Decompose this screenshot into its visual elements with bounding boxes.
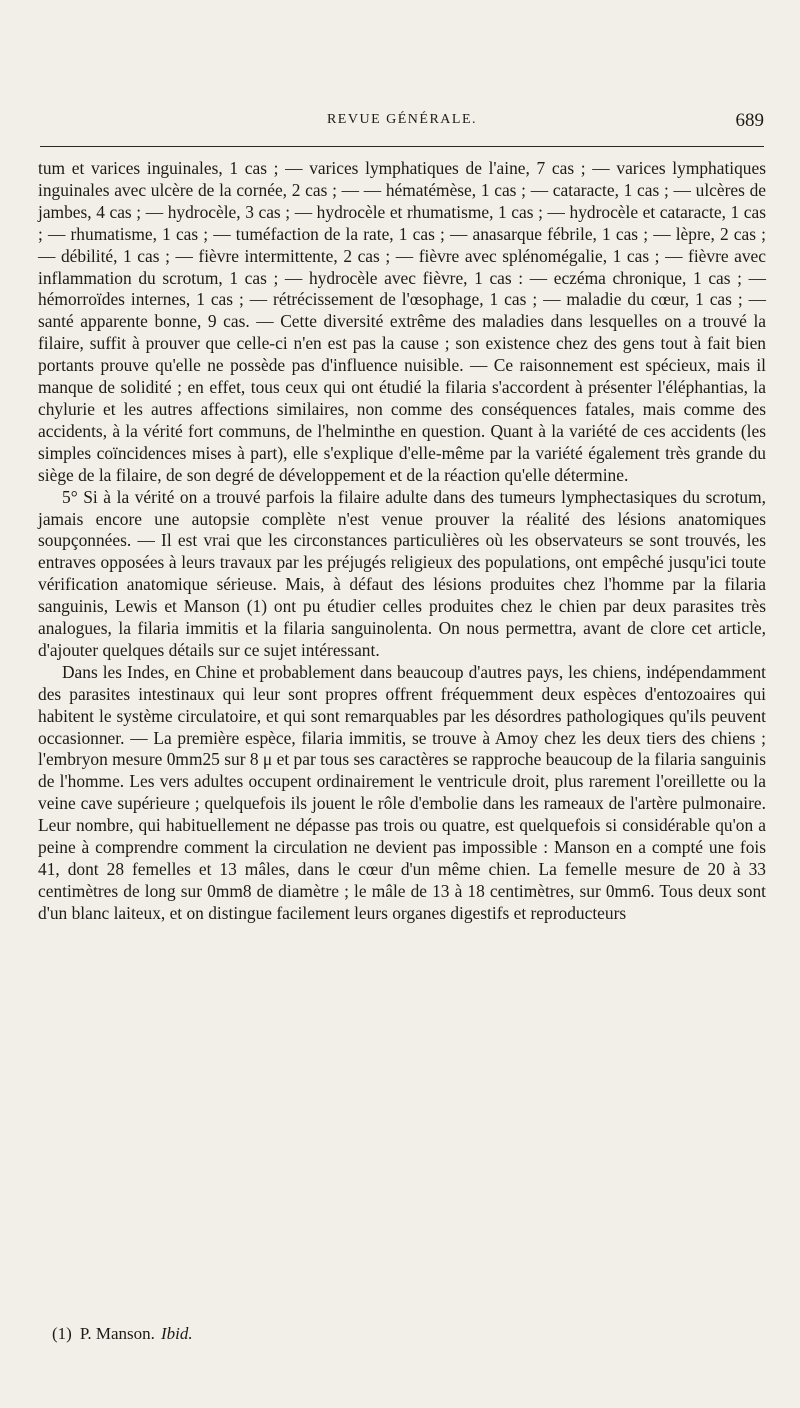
body-text bbox=[38, 158, 766, 925]
footnote-text: P. Manson. bbox=[79, 1324, 155, 1343]
header-rule bbox=[40, 146, 764, 147]
running-title: REVUE GÉNÉRALE. bbox=[326, 112, 478, 127]
footnote-number: (1) bbox=[52, 1324, 72, 1343]
page-number: 689 bbox=[735, 110, 764, 131]
running-head bbox=[40, 112, 764, 136]
paragraph-1: tum et varices inguinales, 1 cas ; — varices lymphatiques de l'aine, 7 cas ; — varices lymphatiques inguinales avec ulcère de la cornée, 2 cas ; — — hématémèse, 1 cas ; — cataracte, 1 cas ; — ulcères de jambes, 4 cas ; — hydrocèle, 3 cas ; — hydrocèle et rhumatisme, 1 cas ; — hydrocèle et cataracte, 1 cas ; — rhumatisme, 1 cas ; — tuméfaction de la rate, 1 cas ; — anasarque fébrile, 1 cas ; — lèpre, 2 cas ; — débilité, 1 cas ; — fièvre intermittente, 2 cas ; — fièvre avec splénomégalie, 1 cas ; — fièvre avec inflammation du scrotum, 1 cas ; — hydrocèle avec fièvre, 1 cas : — eczéma chronique, 1 cas ; — hémorroïdes internes, 1 cas ; — rétrécissement de l'œsophage, 1 cas ; — maladie du cœur, 1 cas ; — santé apparente bonne, 9 cas. — Cette diversité extrême des maladies dans lesquelles on a trouvé la filaire, suffit à prouver que celle-ci n'en est pas la cause ; son existence chez des gens tout à fait bien portants prouve qu'elle ne possède pas d'influence nuisible. — Ce raisonnement est spécieux, mais il manque de solidité ; en effet, tous ceux qui ont étudié la filaria s'accordent à présenter l'éléphantias, la chylurie et les autres affections similaires, non comme des conséquences fatales, mais comme des accidents, à la vérité fort communs, de l'helminthe en question. Quant à la variété de ces accidents (les simples coïncidences mises à part), elle s'explique d'elle-même par la variété également très grande du siège de la filaire, de son degré de développement et de la réaction qu'elle détermine. bbox=[38, 158, 766, 485]
paragraph-2: 5° Si à la vérité on a trouvé parfois la filaire adulte dans des tumeurs lymphectasiques du scrotum, jamais encore une autopsie complète n'est venue prouver la réalité des lésions anatomiques soupçonnées. — Il est vrai que les circonstances particulières où les observateurs se sont trouvés, les entraves opposées à leurs travaux par les préjugés religieux des populations, ont empêché jusqu'ici toute vérification anatomique sérieuse. Mais, à défaut des lésions produites chez l'homme par la filaria sanguinis, Lewis et Manson (1) ont pu étudier celles produites chez le chien par deux parasites très analogues, la filaria immitis et la filaria sanguinolenta. On nous permettra, avant de clore cet article, d'ajouter quelques détails sur ce sujet intéressant. bbox=[38, 486, 766, 660]
footnote-ibid: Ibid. bbox=[160, 1324, 193, 1343]
paragraph-3: Dans les Indes, en Chine et probablement dans beaucoup d'autres pays, les chiens, indépendamment des parasites intestinaux qui leur sont propres offrent fréquemment deux espèces d'entozoaires qui habitent le système circulatoire, et qui sont remarquables par les désordres pathologiques qu'ils peuvent occasionner. — La première espèce, filaria immitis, se trouve à Amoy chez les deux tiers des chiens ; l'embryon mesure 0mm25 sur 8 μ et par tous ses caractères se rapproche beaucoup de la filaria sanguinis de l'homme. Les vers adultes occupent ordinairement le ventricule droit, plus rarement l'oreillette ou la veine cave supérieure ; quelquefois ils jouent le rôle d'embolie dans les rameaux de l'artère pulmonaire. Leur nombre, qui habituellement ne dépasse pas trois ou quatre, est quelquefois si considérable qu'on a peine à comprendre comment la circulation ne devient pas impossible : Manson en a compté une fois 41, dont 28 femelles et 13 mâles, dans le cœur d'un même chien. La femelle mesure de 20 à 33 centimètres de long sur 0mm8 de diamètre ; le mâle de 13 à 18 centimètres, sur 0mm6. Tous deux sont d'un blanc laiteux, et on distingue facilement leurs organes digestifs et reproducteurs bbox=[38, 661, 766, 923]
footnote bbox=[52, 1324, 193, 1344]
